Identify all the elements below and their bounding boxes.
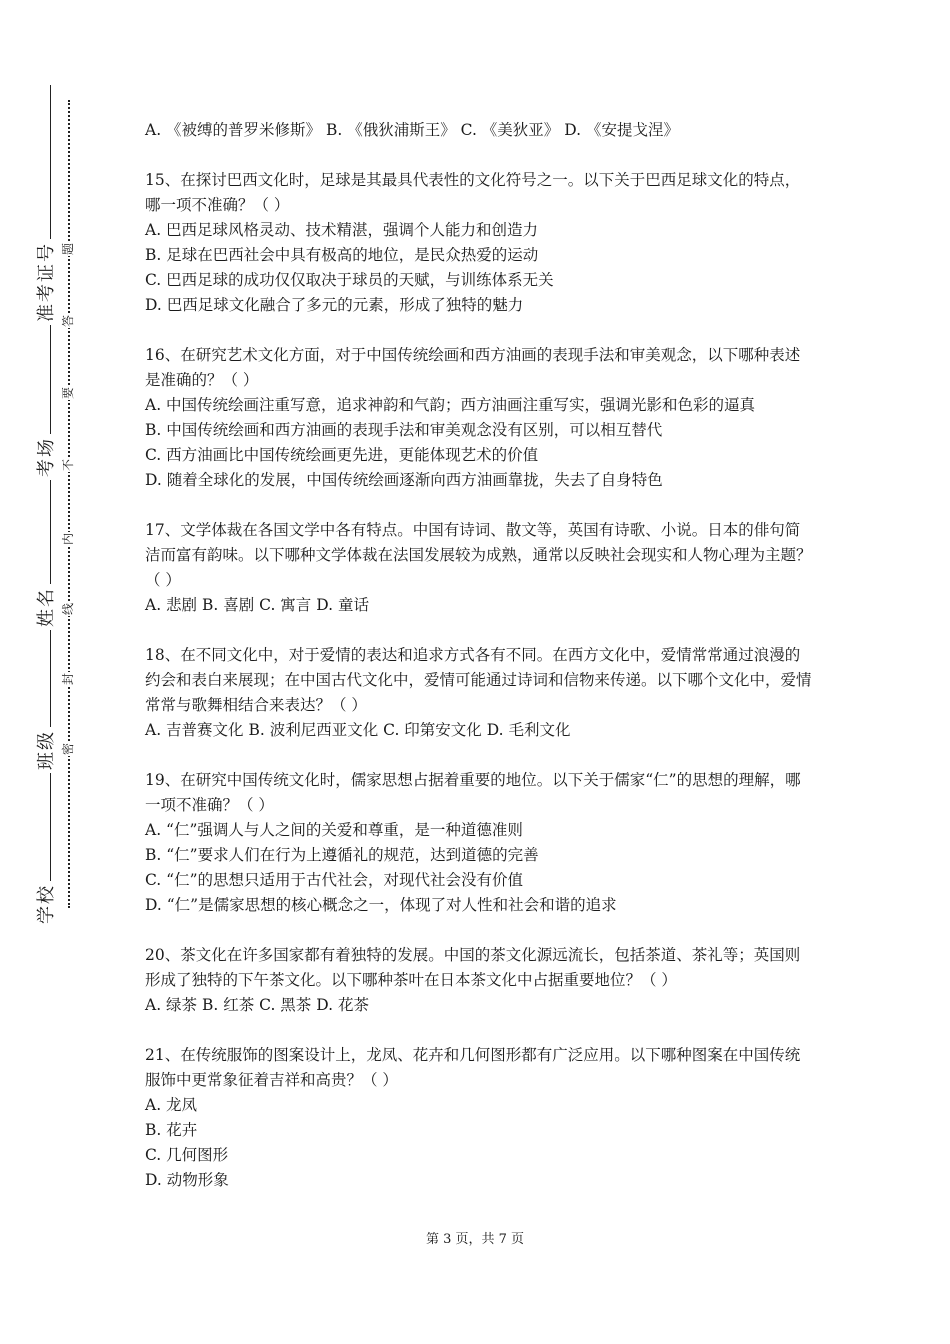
options-line: A. 绿茶 B. 红茶 C. 黑茶 D. 花茶 xyxy=(145,996,369,1014)
seal-char: 题 xyxy=(61,243,75,256)
seal-char: 内 xyxy=(61,533,75,546)
option-c: C. “仁”的思想只适用于古代社会，对现代社会没有价值 xyxy=(145,871,524,889)
seal-dotted-line xyxy=(68,100,70,908)
option-c: C. 巴西足球的成功仅仅取决于球员的天赋，与训练体系无关 xyxy=(145,271,554,289)
option-b: B. 中国传统绘画和西方油画的表现手法和审美观念没有区别，可以相互替代 xyxy=(145,421,663,439)
question-text: 在研究中国传统文化时，儒家思想占据着重要的地位。以下关于儒家“仁”的思想的理解，哪一项不准确？（ ） xyxy=(145,771,801,814)
student-info-fields xyxy=(14,85,57,925)
question-text: 文学体裁在各国文学中各有特点。中国有诗词、散文等，英国有诗歌、小说。日本的俳句简洁而富有韵味。以下哪种文学体裁在法国发展较为成熟，通常以反映社会现实和人物心理为主题？（ ） xyxy=(145,521,812,589)
option-c: C. 几何图形 xyxy=(145,1146,229,1164)
options-line: A. 悲剧 B. 喜剧 C. 寓言 D. 童话 xyxy=(145,596,369,614)
question-stem xyxy=(145,518,815,593)
option-d: D. 随着全球化的发展，中国传统绘画逐渐向西方油画靠拢，失去了自身特色 xyxy=(145,471,663,489)
question-text: 在研究艺术文化方面，对于中国传统绘画和西方油画的表现手法和审美观念，以下哪种表述是准确的？（ ） xyxy=(145,346,801,389)
seal-char: 答 xyxy=(61,315,75,328)
option-b: B. “仁”要求人们在行为上遵循礼的规范，达到道德的完善 xyxy=(145,846,539,864)
seal-char: 要 xyxy=(61,387,75,400)
options-line: A. 吉普赛文化 B. 波利尼西亚文化 C. 印第安文化 D. 毛利文化 xyxy=(145,721,571,739)
options-line: A. 《被缚的普罗米修斯》 B. 《俄狄浦斯王》 C. 《美狄亚》 D. 《安提戈涅》 xyxy=(145,121,679,139)
option-d: D. “仁”是儒家思想的核心概念之一，体现了对人性和社会和谐的追求 xyxy=(145,896,617,914)
binding-solid-line xyxy=(36,85,50,925)
question-number: 16、 xyxy=(145,346,181,364)
question-number: 20、 xyxy=(145,946,181,964)
question-15 xyxy=(145,168,815,318)
question-17 xyxy=(145,518,815,618)
question-20 xyxy=(145,943,815,1018)
option-d: D. 动物形象 xyxy=(145,1171,229,1189)
option-a: A. 龙凤 xyxy=(145,1096,198,1114)
question-16 xyxy=(145,343,815,493)
option-d: D. 巴西足球文化融合了多元的元素，形成了独特的魅力 xyxy=(145,296,524,314)
question-stem xyxy=(145,343,815,393)
question-text: 茶文化在许多国家都有着独特的发展。中国的茶文化源远流长，包括茶道、茶礼等；英国则形成了独特的下午茶文化。以下哪种茶叶在日本茶文化中占据重要地位？（ ） xyxy=(145,946,801,989)
seal-char: 密 xyxy=(61,743,75,756)
question-stem xyxy=(145,168,815,218)
question-stem xyxy=(145,943,815,993)
name-label: 姓名 xyxy=(32,584,58,630)
seal-char: 封 xyxy=(61,673,75,686)
option-b: B. 花卉 xyxy=(145,1121,198,1139)
option-c: C. 西方油画比中国传统绘画更先进，更能体现艺术的价值 xyxy=(145,446,539,464)
question-stem xyxy=(145,768,815,818)
question-stem xyxy=(145,643,815,718)
question-text: 在不同文化中，对于爱情的表达和追求方式各有不同。在西方文化中，爱情常常通过浪漫的约会和表白来展现；在中国古代文化中，爱情可能通过诗词和信物来传递。以下哪个文化中，爱情常常与歌舞相结合来表达？（ ） xyxy=(145,646,812,714)
question-18 xyxy=(145,643,815,743)
seal-char: 不 xyxy=(61,459,75,472)
exam-room-label: 考场 xyxy=(32,434,58,480)
question-text: 在探讨巴西文化时，足球是其最具代表性的文化符号之一。以下关于巴西足球文化的特点，哪一项不准确？（ ） xyxy=(145,171,801,214)
question-21 xyxy=(145,1043,815,1193)
question-number: 18、 xyxy=(145,646,181,664)
question-number: 21、 xyxy=(145,1046,181,1064)
option-a: A. 中国传统绘画注重写意，追求神韵和气韵；西方油画注重写实，强调光影和色彩的逼真 xyxy=(145,396,756,414)
question-content xyxy=(145,118,815,1218)
prev-question-options xyxy=(145,118,815,143)
school-label: 学校 xyxy=(32,881,58,927)
option-a: A. 巴西足球风格灵动、技术精湛，强调个人能力和创造力 xyxy=(145,221,539,239)
question-19 xyxy=(145,768,815,918)
class-label: 班级 xyxy=(32,727,58,773)
option-a: A. “仁”强调人与人之间的关爱和尊重，是一种道德准则 xyxy=(145,821,523,839)
question-text: 在传统服饰的图案设计上，龙凤、花卉和几何图形都有广泛应用。以下哪种图案在中国传统服饰中更常象征着吉祥和高贵？（ ） xyxy=(145,1046,801,1089)
page-footer: 第 3 页，共 7 页 xyxy=(425,1232,525,1247)
binding-margin xyxy=(0,0,90,1344)
question-number: 17、 xyxy=(145,521,181,539)
question-number: 19、 xyxy=(145,771,181,789)
question-stem xyxy=(145,1043,815,1093)
exam-number-label: 准考证号 xyxy=(32,239,58,325)
seal-char: 线 xyxy=(61,603,75,616)
option-b: B. 足球在巴西社会中具有极高的地位，是民众热爱的运动 xyxy=(145,246,539,264)
question-number: 15、 xyxy=(145,171,181,189)
